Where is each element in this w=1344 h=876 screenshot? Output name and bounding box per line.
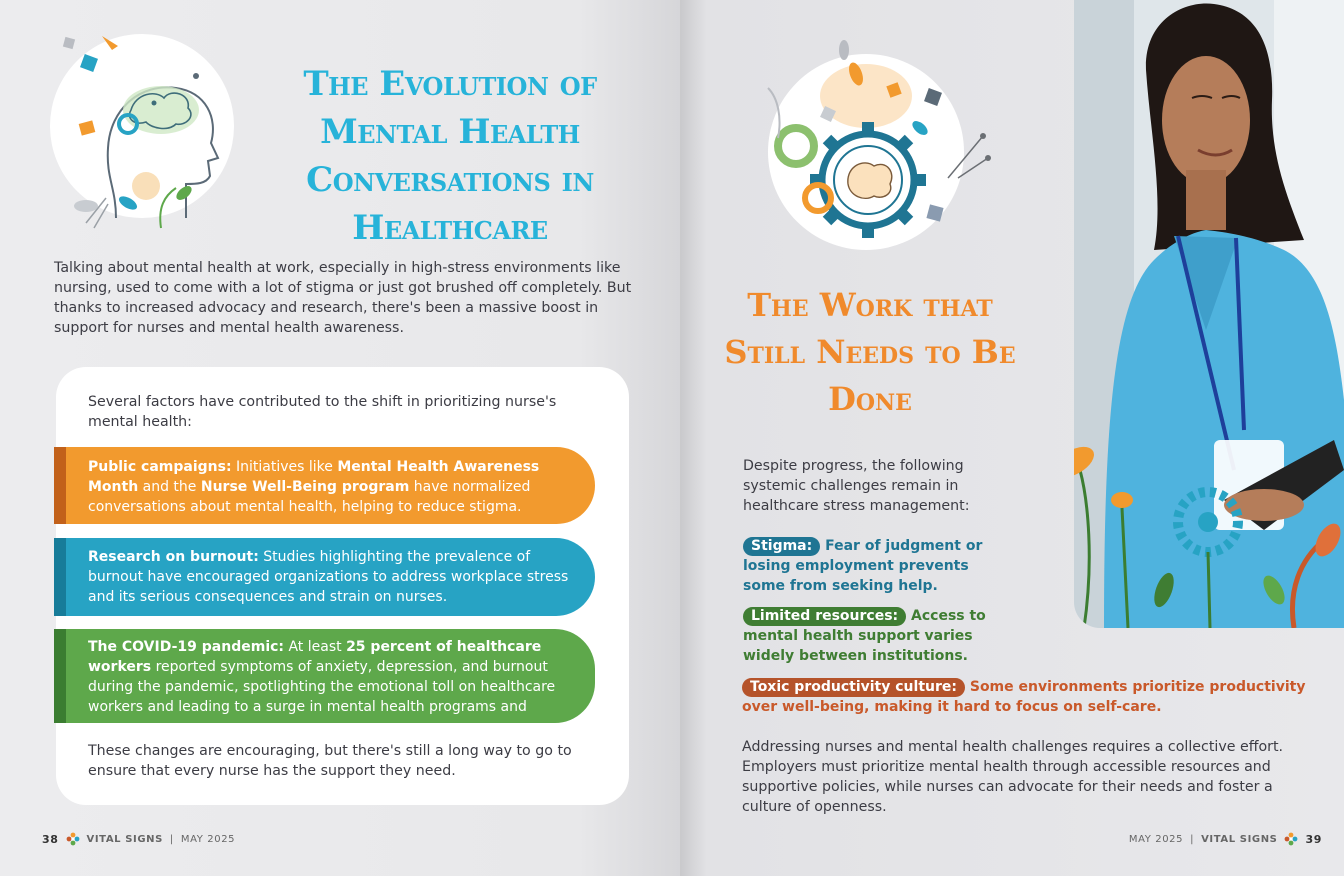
- gear-brain-illustration-icon: [748, 28, 998, 256]
- page-number: 39: [1305, 832, 1322, 846]
- flower-logo-icon: [66, 832, 80, 846]
- closing-paragraph: Addressing nurses and mental health challenges requires a collective effort. Employers must prioritize mental health through accessible resources and supportive policies, while nurses can advocate for their needs and foster a culture of openness.: [742, 739, 1284, 815]
- page-title-right: The Work that Still Needs to Be Done: [724, 286, 1016, 418]
- flower-logo-icon: [1284, 832, 1298, 846]
- head-brain-illustration-icon: [46, 28, 246, 233]
- factor-text: Initiatives like: [231, 459, 338, 475]
- challenge-limited-resources: [743, 606, 1013, 666]
- factor-covid-pandemic: [54, 629, 595, 735]
- challenge-tag: Stigma:: [743, 537, 820, 556]
- factor-text: have normalized conversations about mental health, helping to reduce stigma.: [88, 479, 531, 515]
- factors-lead: Several factors have contributed to the shift in prioritizing nurse's mental health:: [88, 394, 557, 430]
- factor-label: Public campaigns:: [88, 459, 232, 475]
- challenge-toxic-productivity: [742, 677, 1322, 717]
- footer-left: [42, 832, 235, 846]
- publication-name: VITAL SIGNS: [1201, 833, 1278, 845]
- factor-text: At least: [284, 639, 347, 655]
- factor-research-burnout: [54, 538, 595, 616]
- challenge-tag: Toxic productivity culture:: [742, 678, 965, 697]
- factor-text: reported symptoms of anxiety, depression, and burnout during the pandemic, spotlighting the emotional toll on healthcare workers and leading to a surge in mental health programs and resources.: [88, 659, 556, 735]
- challenge-text: Some environments prioritize productivity over well-being, making it hard to focus on self-care.: [742, 679, 1306, 715]
- page-number: 38: [42, 832, 59, 846]
- challenge-stigma: [743, 536, 1013, 596]
- publication-name: VITAL SIGNS: [86, 833, 163, 845]
- page-title-left: The Evolution of Mental Health Conversations in Healthcare: [303, 64, 597, 248]
- challenge-text: Fear of judgment or losing employment prevents some from seeking help.: [743, 538, 983, 594]
- footer-separator: |: [169, 833, 174, 845]
- intro-paragraph: Talking about mental health at work, especially in high-stress environments like nursing, used to come with a lot of stigma or just got brushed off completely. But thanks to increased advocacy and research, there's been a massive boost in support for nurses and mental health awareness.: [54, 260, 632, 336]
- challenge-tag: Limited resources:: [743, 607, 906, 626]
- factor-public-campaigns: [54, 447, 595, 524]
- pill-edge: [54, 447, 66, 524]
- factors-outro: These changes are encouraging, but there's still a long way to go to ensure that every nurse has the support they need.: [88, 743, 572, 779]
- factor-bold: 25 percent of healthcare workers: [88, 639, 542, 675]
- challenge-text: Access to mental health support varies widely between institutions.: [743, 608, 986, 664]
- footer-right: [1129, 832, 1322, 846]
- pill-edge: [54, 629, 66, 723]
- footer-separator: |: [1190, 833, 1195, 845]
- factor-text: and the: [138, 479, 201, 495]
- factor-bold: Nurse Well-Being program: [200, 479, 410, 495]
- issue-date: MAY 2025: [180, 833, 236, 845]
- nurse-photo: [1074, 0, 1344, 628]
- pill-edge: [54, 538, 66, 616]
- challenges-intro: Despite progress, the following systemic challenges remain in healthcare stress management:: [743, 458, 970, 514]
- factor-text: Studies highlighting the prevalence of burnout have encouraged organizations to address workplace stress and its serious consequences and strain on nurses.: [88, 549, 569, 605]
- factor-label: The COVID-19 pandemic:: [88, 639, 285, 655]
- issue-date: MAY 2025: [1128, 833, 1184, 845]
- factor-bold: Mental Health Awareness Month: [88, 459, 540, 495]
- factor-label: Research on burnout:: [88, 549, 259, 565]
